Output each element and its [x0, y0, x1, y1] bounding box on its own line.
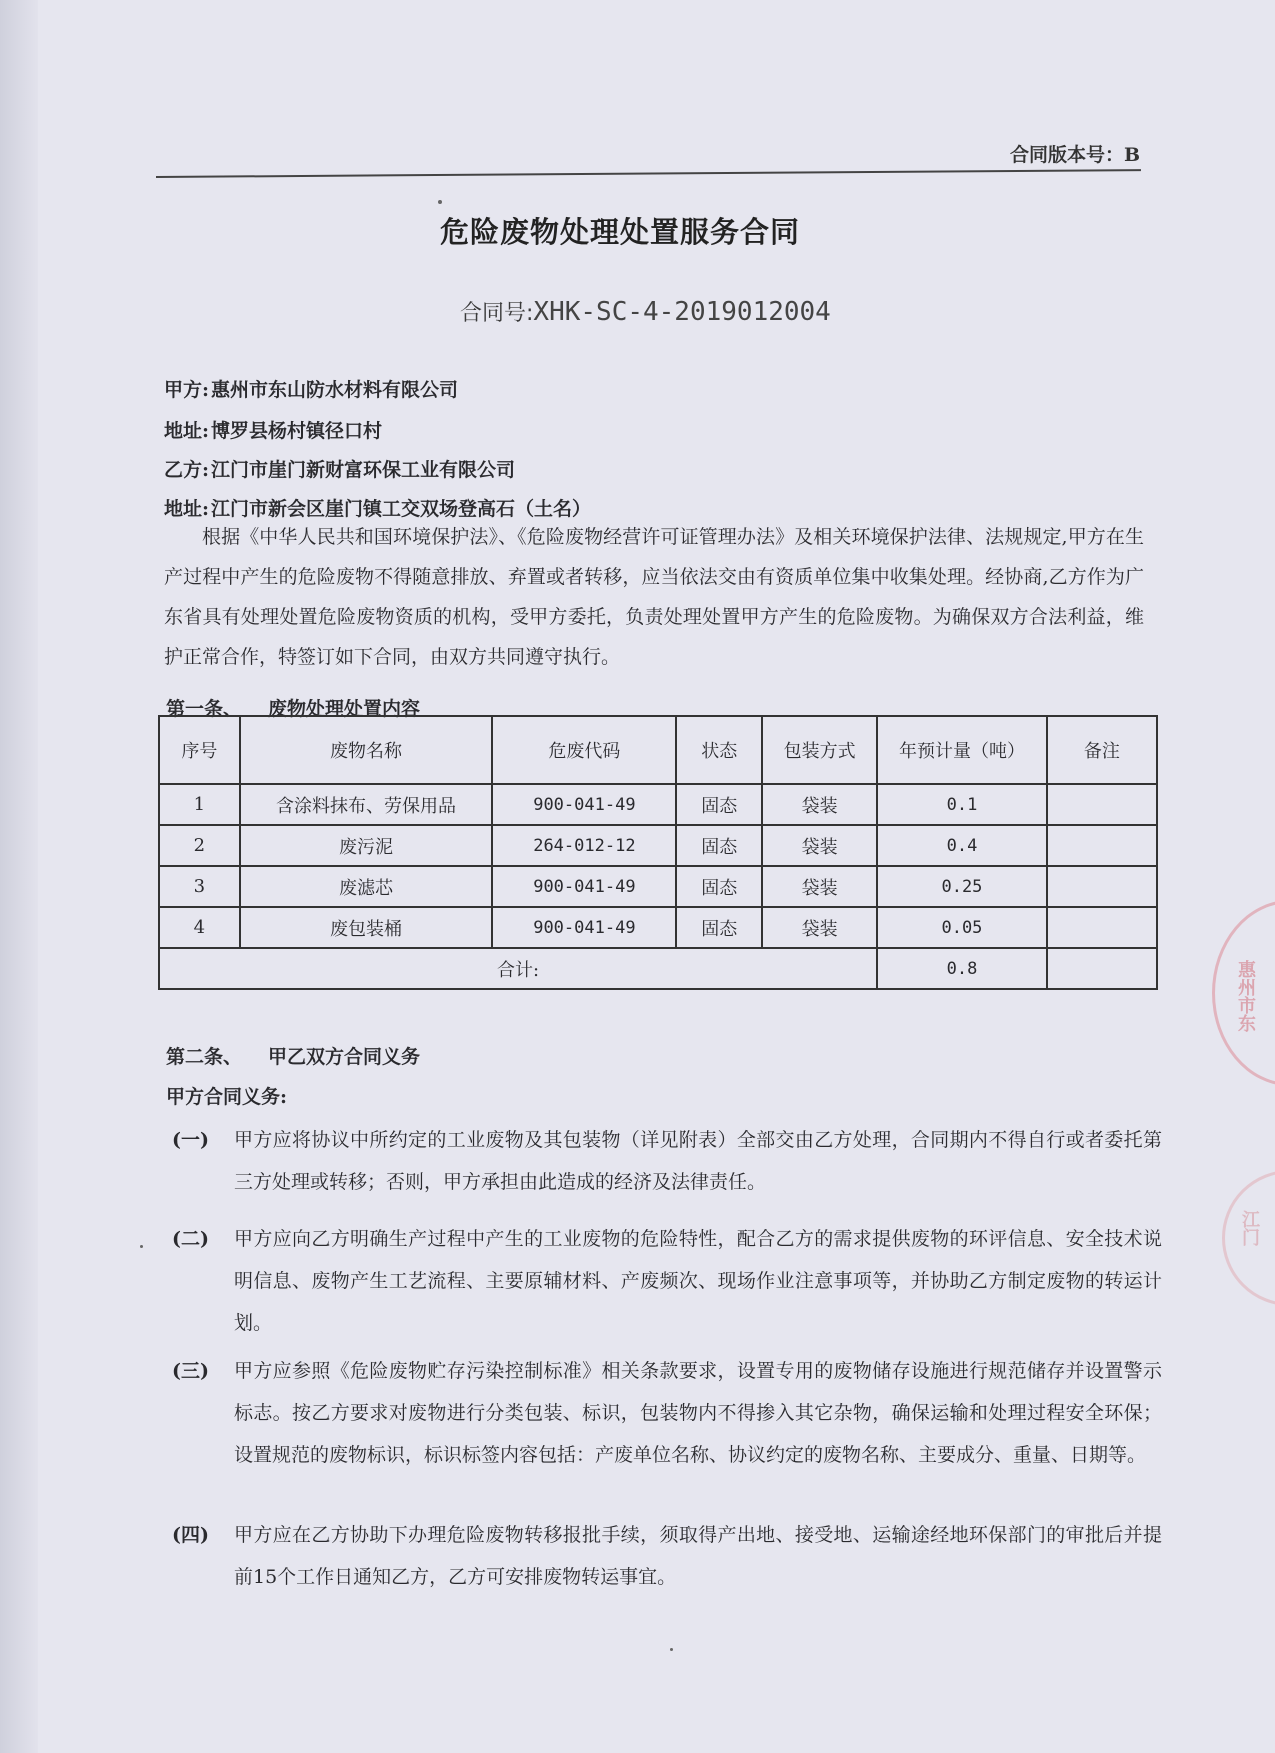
table-row [159, 866, 1157, 907]
contract-number-label: 合同号: [460, 301, 534, 326]
obligation-item-2 [172, 1218, 1162, 1344]
cell-code: 900-041-49 [492, 866, 676, 907]
party-a-obligations-heading: 甲方合同义务: [166, 1086, 288, 1108]
obligation-item-4 [172, 1514, 1162, 1598]
table-row [159, 907, 1157, 948]
col-header-pack: 包装方式 [762, 716, 877, 784]
party-a-address [164, 416, 382, 443]
contract-number [460, 296, 920, 327]
table-row [159, 784, 1157, 825]
cell-amount: 0.25 [877, 866, 1047, 907]
cell-note [1047, 866, 1157, 907]
cell-note [1047, 825, 1157, 866]
cell-name: 废包装桶 [240, 907, 493, 948]
cell-pack: 袋装 [762, 825, 877, 866]
cell-amount: 0.05 [877, 907, 1047, 948]
table-header-row [159, 716, 1157, 784]
obligation-item-3 [172, 1350, 1162, 1476]
total-note [1047, 948, 1157, 989]
header-divider [156, 169, 1141, 178]
obligation-number: (三) [172, 1360, 209, 1382]
cell-no: 3 [159, 866, 240, 907]
cell-amount: 0.1 [877, 784, 1047, 825]
obligation-text: 甲方应向乙方明确生产过程中产生的工业废物的危险特性，配合乙方的需求提供废物的环评信息、安全技术说明信息、废物产生工艺流程、主要原辅材料、产废频次、现场作业注意事项等，并协助乙方制定废物的转运计划。 [234, 1228, 1162, 1334]
cell-note [1047, 907, 1157, 948]
waste-table [158, 715, 1158, 990]
table-total-row [159, 948, 1157, 989]
cell-code: 900-041-49 [492, 907, 676, 948]
col-header-code: 危废代码 [492, 716, 676, 784]
party-b-value: 江门市崖门新财富环保工业有限公司 [211, 459, 516, 481]
obligation-text: 甲方应在乙方协助下办理危险废物转移报批手续，须取得产出地、接受地、运输途经地环保部门的审批后并提前15个工作日通知乙方，乙方可安排废物转运事宜。 [234, 1524, 1162, 1588]
party-b-address-label: 地址: [164, 498, 210, 520]
section2-title: 甲乙双方合同义务 [268, 1046, 421, 1068]
cell-name: 废滤芯 [240, 866, 493, 907]
document-title: 危险废物处理处置服务合同 [439, 215, 800, 249]
seal-text-2: 江门 [1239, 1210, 1260, 1246]
obligation-number: (一) [172, 1129, 209, 1151]
obligation-number: (四) [172, 1524, 209, 1546]
cell-amount: 0.4 [877, 825, 1047, 866]
cell-no: 4 [159, 907, 240, 948]
obligation-text: 甲方应参照《危险废物贮存污染控制标准》相关条款要求，设置专用的废物储存设施进行规范储存并设置警示标志。按乙方要求对废物进行分类包装、标识，包装物内不得掺入其它杂物，确保运输和处理过程安全环保；设置规范的废物标识，标识标签内容包括：产废单位名称、协议约定的废物名称、主要成分、重量、日期等。 [234, 1360, 1162, 1466]
cell-state: 固态 [676, 907, 762, 948]
party-a-name [164, 375, 458, 402]
contract-version-label: 合同版本号：B [1009, 144, 1140, 166]
party-b-name [164, 455, 515, 482]
scan-speck [438, 200, 442, 204]
col-header-state: 状态 [676, 716, 762, 784]
cell-pack: 袋装 [762, 866, 877, 907]
party-a-address-value: 博罗县杨村镇径口村 [211, 420, 383, 442]
total-amount: 0.8 [877, 948, 1047, 989]
seal-text-1: 惠州市东 [1235, 960, 1256, 1032]
obligation-item-1 [172, 1119, 1162, 1203]
party-a-label: 甲方: [164, 379, 210, 401]
section1-title: 废物处理处置内容 [268, 698, 421, 720]
cell-name: 废污泥 [240, 825, 493, 866]
cell-state: 固态 [676, 825, 762, 866]
obligation-number: (二) [172, 1228, 209, 1250]
col-header-note: 备注 [1047, 716, 1157, 784]
party-b-address-value: 江门市新会区崖门镇工交双场登高石（土名） [211, 498, 592, 520]
col-header-no: 序号 [159, 716, 240, 784]
col-header-amount: 年预计量（吨） [877, 716, 1047, 784]
intro-paragraph: 根据《中华人民共和国环境保护法》、《危险废物经营许可证管理办法》及相关环境保护法律、法规规定,甲方在生产过程中产生的危险废物不得随意排放、弃置或者转移，应当依法交由有资质单位集中收集处理。经协商,乙方作为广东省具有处理处置危险废物资质的机构，受甲方委托，负责处理处置甲方产生的危险废物。为确保双方合法利益，维护正常合作，特签订如下合同，由双方共同遵守执行。 [164, 526, 1144, 668]
party-b-label: 乙方: [164, 459, 210, 481]
cell-note [1047, 784, 1157, 825]
cell-code: 264-012-12 [492, 825, 676, 866]
col-header-name: 废物名称 [240, 716, 493, 784]
total-label: 合计: [159, 948, 877, 989]
cell-name: 含涂料抹布、劳保用品 [240, 784, 493, 825]
cell-no: 1 [159, 784, 240, 825]
party-a-value: 惠州市东山防水材料有限公司 [211, 379, 459, 401]
party-a-address-label: 地址: [164, 420, 210, 442]
cell-state: 固态 [676, 866, 762, 907]
scan-speck [140, 1245, 143, 1248]
cell-pack: 袋装 [762, 907, 877, 948]
scan-left-edge [0, 0, 38, 1753]
table-row [159, 825, 1157, 866]
cell-code: 900-041-49 [492, 784, 676, 825]
cell-state: 固态 [676, 784, 762, 825]
section2-number: 第二条、 [166, 1046, 243, 1068]
scan-speck [670, 1648, 673, 1651]
section2-heading [166, 1042, 420, 1069]
obligation-text: 甲方应将协议中所约定的工业废物及其包装物（详见附表）全部交由乙方处理，合同期内不得自行或者委托第三方处理或转移；否则，甲方承担由此造成的经济及法律责任。 [234, 1129, 1162, 1193]
contract-number-value: XHK-SC-4-2019012004 [533, 297, 831, 327]
section1-number: 第一条、 [166, 698, 243, 720]
cell-no: 2 [159, 825, 240, 866]
cell-pack: 袋装 [762, 784, 877, 825]
